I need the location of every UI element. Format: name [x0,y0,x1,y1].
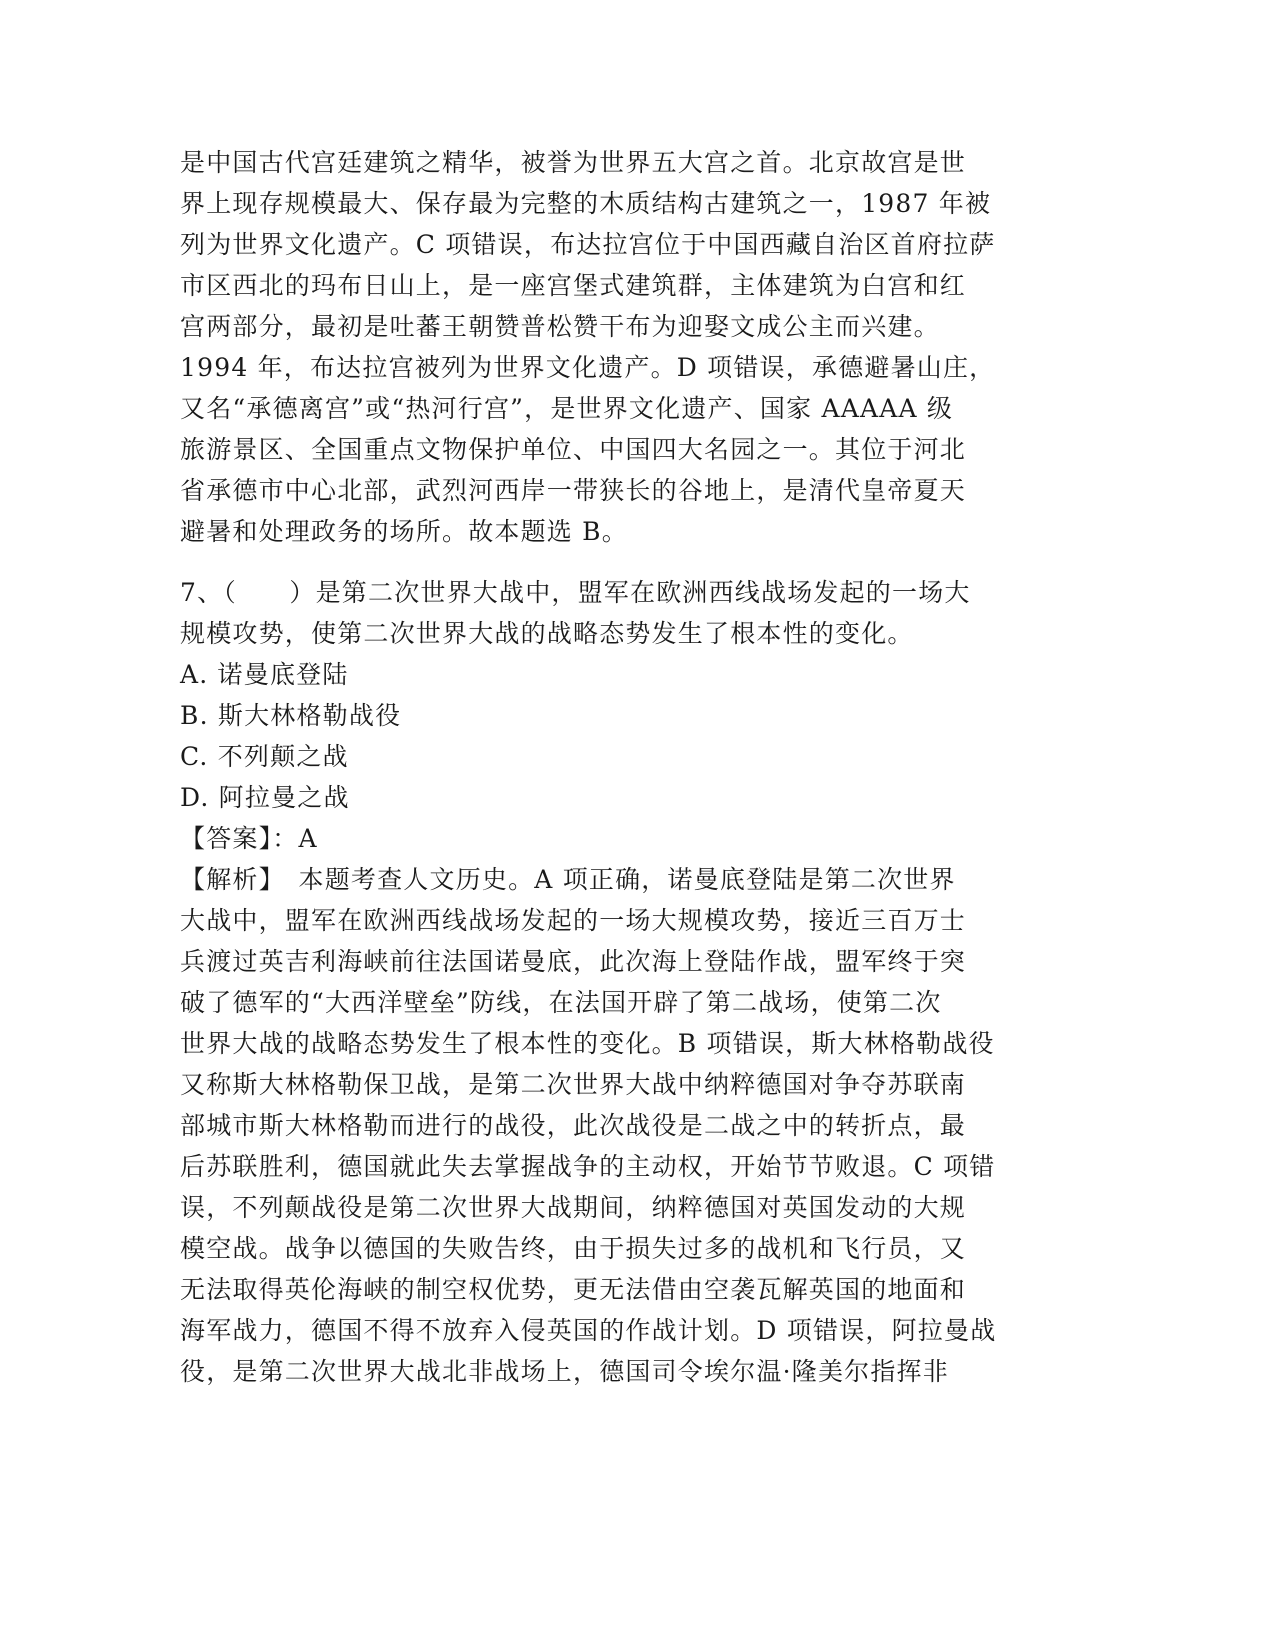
text-line: 又名“承德离宫”或“热河行宫”，是世界文化遗产、国家 AAAAA 级 [180,394,954,423]
analysis-line: 世界大战的战略态势发生了根本性的变化。B 项错误，斯大林格勒战役 [180,1029,995,1058]
analysis-line: 破了德军的“大西洋壁垒”防线，在法国开辟了第二战场，使第二次 [180,988,942,1017]
analysis-line: 大战中，盟军在欧洲西线战场发起的一场大规模攻势，接近三百万士 [180,906,967,935]
option-d: D. 阿拉曼之战 [180,783,350,812]
text-line: 列为世界文化遗产。C 项错误，布达拉宫位于中国西藏自治区首府拉萨 [180,230,996,259]
analysis-line: 兵渡过英吉利海峡前往法国诺曼底，此次海上登陆作战，盟军终于突 [180,947,967,976]
analysis-line: 【解析】 本题考查人文历史。A 项正确，诺曼底登陆是第二次世界 [180,865,956,894]
analysis-line: 部城市斯大林格勒而进行的战役，此次战役是二战之中的转折点，最 [180,1111,967,1140]
previous-explanation [180,142,1080,552]
text-line: 旅游景区、全国重点文物保护单位、中国四大名园之一。其位于河北 [180,435,967,464]
analysis-line: 无法取得英伦海峡的制空权优势，更无法借由空袭瓦解英国的地面和 [180,1275,967,1304]
text-line: 是中国古代宫廷建筑之精华，被誉为世界五大宫之首。北京故宫是世 [180,148,967,177]
analysis [180,859,1080,1392]
question-options [180,654,1080,818]
question-7 [180,572,1080,1392]
analysis-line: 又称斯大林格勒保卫战，是第二次世界大战中纳粹德国对争夺苏联南 [180,1070,967,1099]
analysis-line: 后苏联胜利，德国就此失去掌握战争的主动权，开始节节败退。C 项错 [180,1152,996,1181]
option-c: C. 不列颠之战 [180,742,349,771]
analysis-line: 海军战力，德国不得不放弃入侵英国的作战计划。D 项错误，阿拉曼战 [180,1316,997,1345]
text-line: 市区西北的玛布日山上，是一座宫堡式建筑群，主体建筑为白宫和红 [180,271,967,300]
text-line: 1994 年，布达拉宫被列为世界文化遗产。D 项错误，承德避暑山庄， [180,353,996,382]
analysis-line: 模空战。战争以德国的失败告终，由于损失过多的战机和飞行员，又 [180,1234,967,1263]
section-gap [180,552,1080,572]
analysis-line: 役，是第二次世界大战北非战场上，德国司令埃尔温·隆美尔指挥非 [180,1357,949,1386]
analysis-line: 误，不列颠战役是第二次世界大战期间，纳粹德国对英国发动的大规 [180,1193,967,1222]
option-b: B. 斯大林格勒战役 [180,701,402,730]
option-a: A. 诺曼底登陆 [180,660,349,689]
stem-line: 7、（ ）是第二次世界大战中，盟军在欧洲西线战场发起的一场大 [180,578,971,607]
document-page [180,142,1080,1392]
text-line: 省承德市中心北部，武烈河西岸一带狭长的谷地上，是清代皇帝夏天 [180,476,967,505]
answer-line: 【答案】：A [180,824,318,853]
stem-line: 规模攻势，使第二次世界大战的战略态势发生了根本性的变化。 [180,619,914,648]
text-line: 界上现存规模最大、保存最为完整的木质结构古建筑之一，1987 年被 [180,189,992,218]
question-stem [180,572,1080,654]
text-line: 宫两部分，最初是吐蕃王朝赞普松赞干布为迎娶文成公主而兴建。 [180,312,940,341]
text-line: 避暑和处理政务的场所。故本题选 B。 [180,517,628,546]
